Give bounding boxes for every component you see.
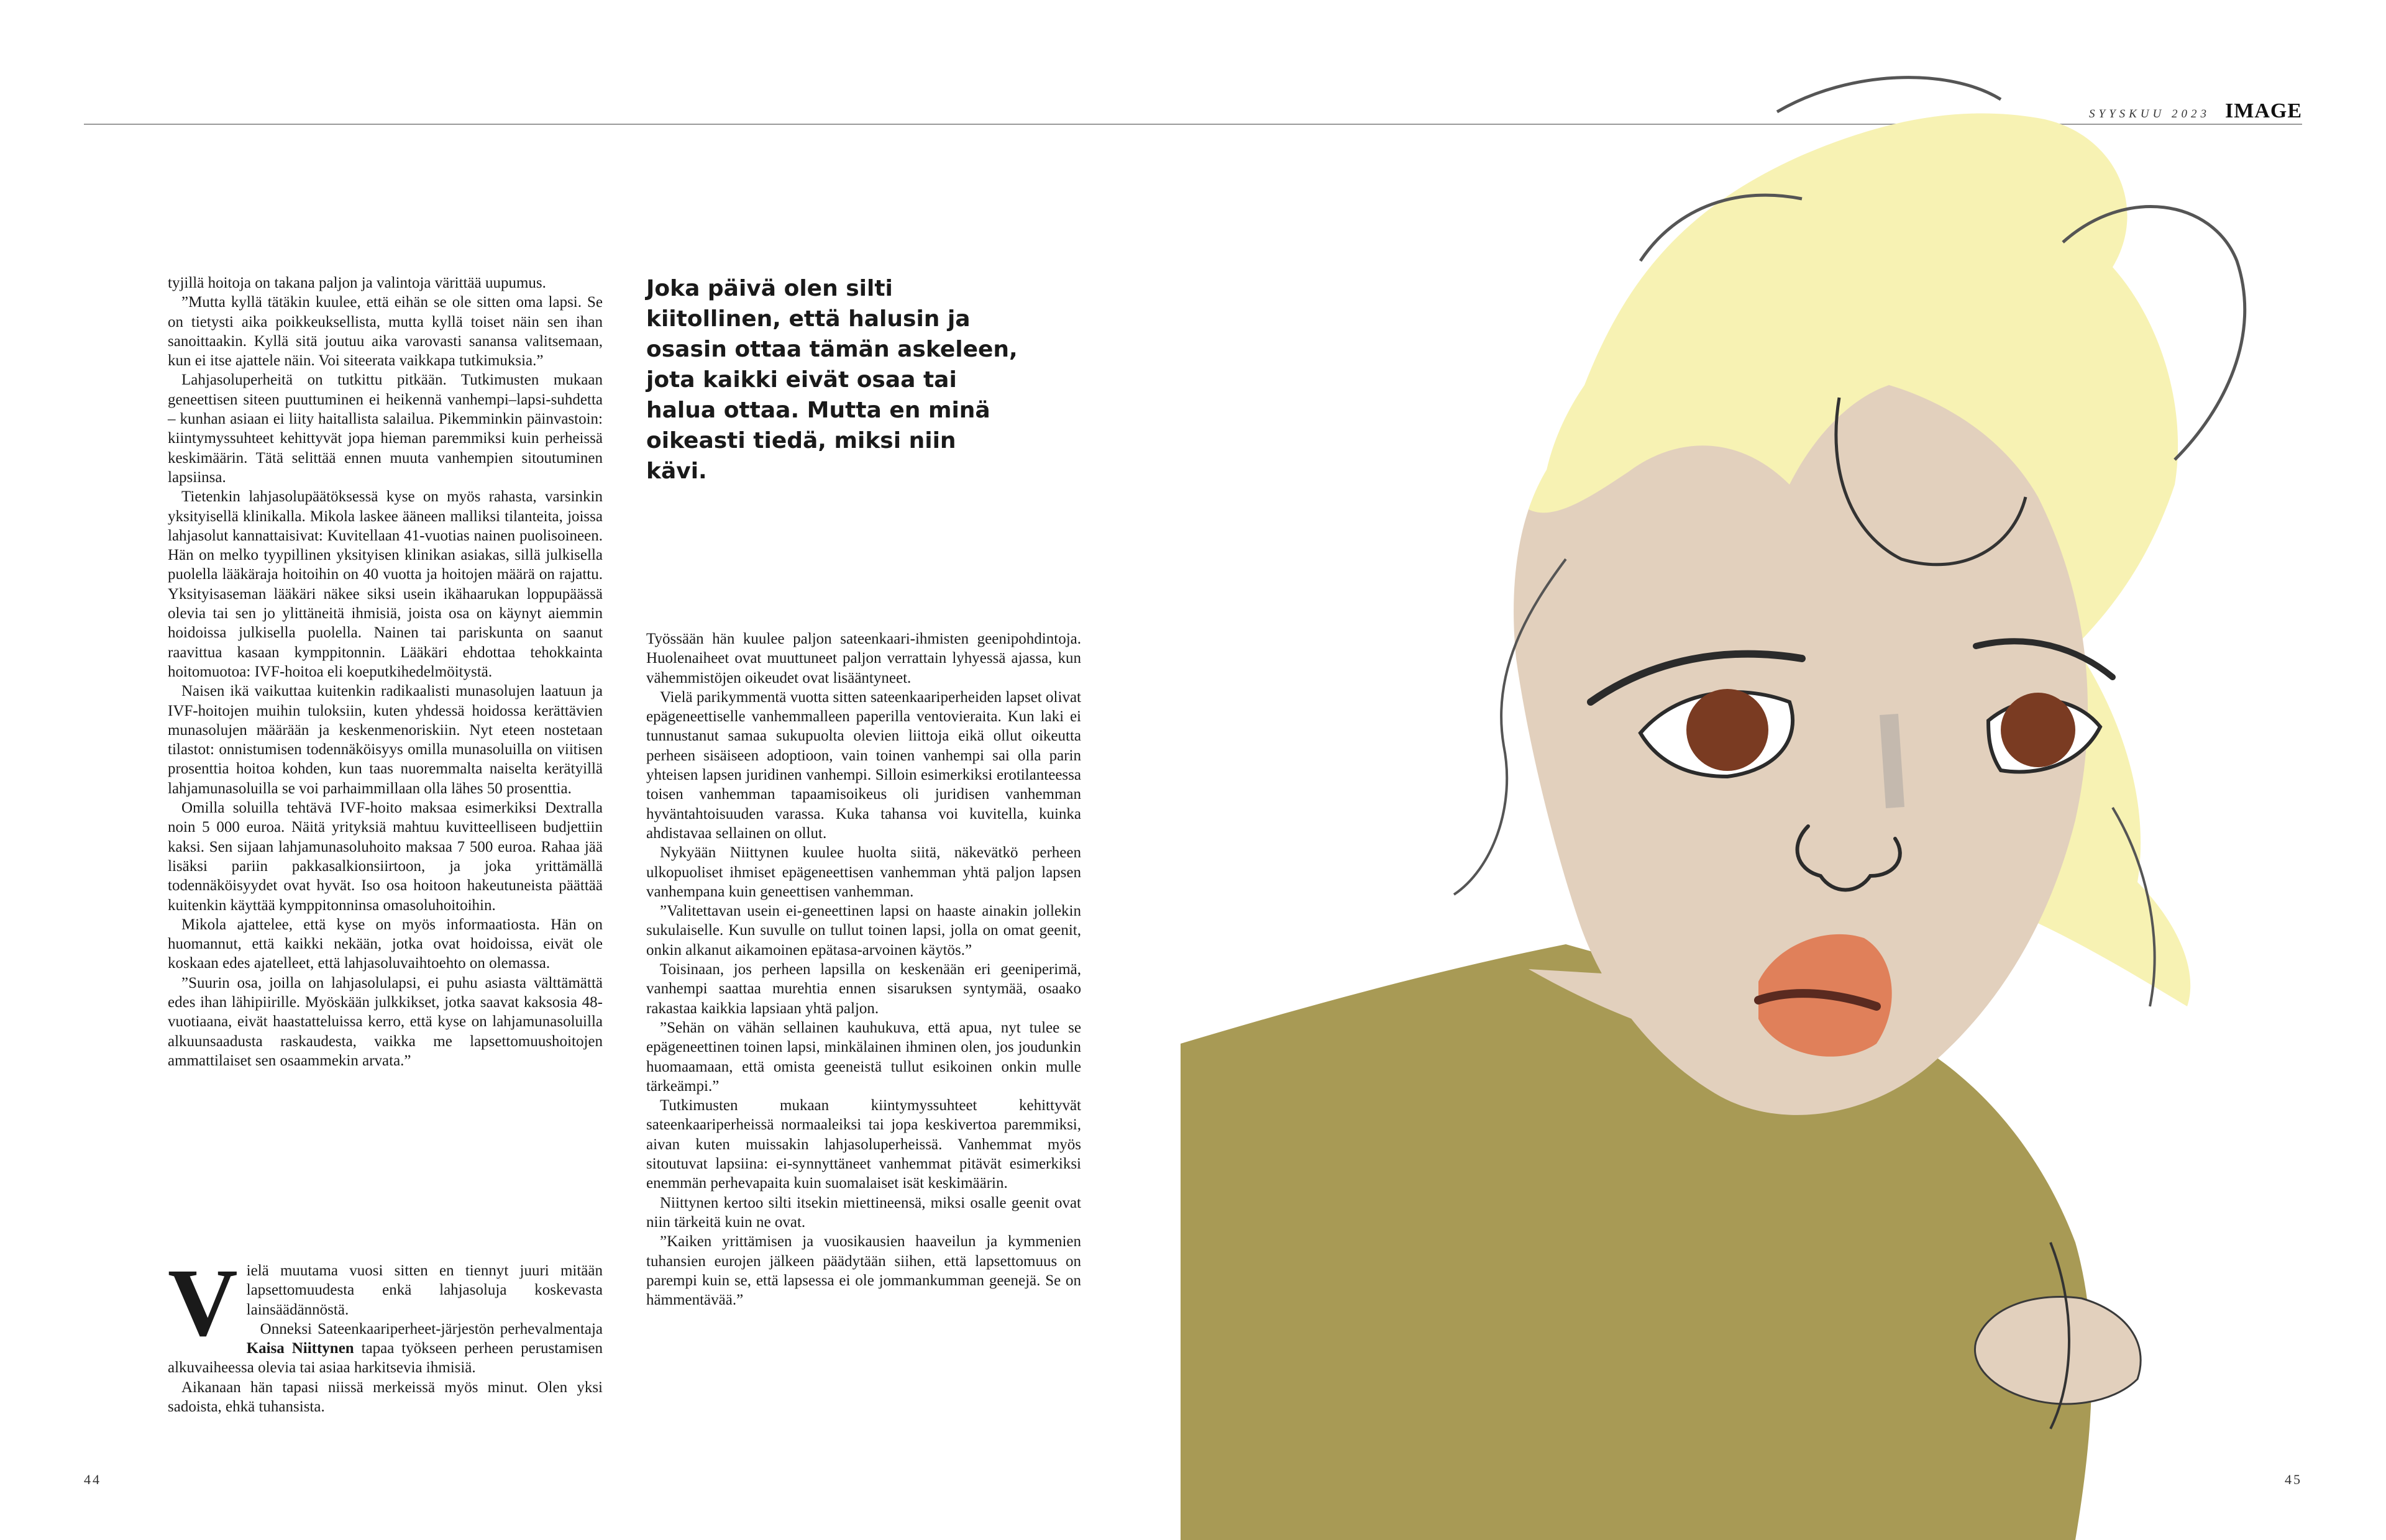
nose-shadow [1889,714,1895,808]
article-column-right [646,629,1081,1310]
paragraph: Aikanaan hän tapasi niissä merkeissä myös minut. Olen yksi sadoista, ehkä tuhansista. [168,1378,603,1416]
portrait-illustration [1181,0,2386,1540]
paragraph: Työssään hän kuulee paljon sateenkaari-ihmisten geenipohdintoja. Huolenaiheet ovat muuttuneet paljon verrattain lyhyessä ajassa, kun vähemmistöjen oikeudet ovat lisääntyneet. [646,631,1081,686]
issue-date: SYYSKUU 2023 [2089,107,2210,121]
page-number-right: 45 [2285,1472,2302,1487]
drop-cap: V [168,1249,238,1356]
paragraph: Naisen ikä vaikuttaa kuitenkin radikaalisti munasolujen laatuun ja IVF-hoitojen muihin tuloksiin, kuten yhdessä hoidossa kerättävien munasolujen määrään ja keskenmenoriskiin. Nyt eteen nostetaan tilastot: onnistumisen todennäköisyys omilla munasoluilla on viitisen prosenttia hoitoa kohden, kun taas nuoremmalta naiselta kerätyillä lahjamunasoluilla se voi parhaimmillaan olla lähes 50 prosenttia. [168,683,603,797]
paragraph: Tutkimusten mukaan kiintymyssuhteet kehittyvät sateenkaariperheissä normaaleiksi tai jopa keskivertoa paremmiksi, aivan kuten muissakin lahjasoluperheissä. Vanhemmat myös sitoutuvat lapsiina: ei-synnyttäneet vanhemmat pitävät esimerkiksi enemmän perhevapaita kuin suomalaiset isät keskimäärin. [646,1097,1081,1192]
paragraph: ”Kaiken yrittämisen ja vuosikausien haaveilun ja kymmenien tuhansien eurojen jälkeen päädytään siihen, että lapsettomuus on parempi kuin se, että lapsessa ei ole jommankumman geenejä. Se on hämmentävää.” [646,1233,1081,1309]
magazine-logo: IMAGE [2225,99,2302,122]
paragraph: ”Mutta kyllä tätäkin kuulee, että eihän se ole sitten oma lapsi. Se on tietysti aika poikkeuksellista, mutta kyllä toiset näin sen ihan sanoittaakin. Kyllä sitä joutuu aika varovasti sanansa valitsemaan, kun ei itse ajattele näin. Voi siteerata vaikkapa tutkimuksia.” [168,294,603,370]
article-section-start [168,1249,603,1416]
paragraph: ”Valitettavan usein ei-geneettinen lapsi on haaste ainakin jollekin sukulaiselle. Kun suvulle on tullut toinen lapsi, jolla on omat geenit, onkin alkanut aikamoinen epätasa-arvoinen käytös.” [646,903,1081,959]
paragraph-text: ielä muutama vuosi sitten en tiennyt juuri mitään lapsettomuudesta enkä lahjasoluja koskevasta lainsäädännöstä. [246,1262,603,1318]
paragraph: Mikola ajattelee, että kyse on myös informaatiosta. Hän on huomannut, että kaikki nekään, jotka ovat hoidoissa, eivät ole koskaan edes ajatelleet, että lahjasoluvaihtoehto on olemassa. [168,916,603,972]
paragraph-text: tapaa työkseen perheen perustamisen alkuvaiheessa olevia tai asiaa harkitsevia ihmisiä. [168,1340,603,1377]
paragraph: Tietenkin lahjasolupäätöksessä kyse on myös rahasta, varsinkin yksityisellä klinikalla. Mikola laskee ääneen malliksi tilanteita, joissa lahjasolut kannattaisivat: Kuvitellaan 41-vuotias nainen puolisoineen. Hän on melko tyypillinen yksityisen klinikan asiakas, sillä julkisella puolella lääkäraja hoitoihin on 40 vuotta ja hoitojen määrä on rajattu. Yksityisaseman lääkäri näkee siksi usein ikähaarukan loppupäässä olevia tai sen jo ylittäneitä ihmisiä, joista osa on käynyt aiemmin hoidoissa julkisella puolella. Nainen tai pariskunta on saanut raavittua kasaan kymppitonnin. Lääkäri ehdottaa tehokkainta hoitomuotoa: IVF-hoitoa eli koeputkihedelmöitystä. [168,488,603,680]
right-iris [2001,693,2075,767]
paragraph: Vielä parikymmentä vuotta sitten sateenkaariperheiden lapset olivat epägeneettiselle vanhemmalleen paperilla ventovieraita. Kun laki ei tunnustanut samaa sukupuolta olevien liittoja eikä ollut oikeutta perheen sisäiseen adoptioon, vain toinen vanhempi sai olla parin yhteisen lapsen juridinen vanhempi. Silloin esimerkiksi erotilanteessa toisen vanhemman tapaamisoikeus oli juridisen vanhemman hyväntahtoisuuden varassa. Kuka tahansa voi kuvitella, kuinka ahdistavaa sellainen on ollut. [646,688,1081,842]
person-name: Kaisa Niittynen [246,1340,354,1357]
paragraph: Omilla soluilla tehtävä IVF-hoito maksaa esimerkiksi Dextralla noin 5 000 euroa. Näitä yrityksiä mahtuu kuvitteelliseen budjettiin kaksi. Sen sijaan lahjamunasoluhoito maksaa 7 500 euroa. Rahaa jää lisäksi pariin pakkasalkionsiirtoon, ja joka yrittämällä todennäköisyydet ovat hyvät. Iso osa hoitoon hakeutuneista päättää kuitenkin käyttää kymppitonninsa omasoluhoitoihin. [168,800,603,914]
paragraph: tyjillä hoitoja on takana paljon ja valintoja värittää uupumus. [168,275,546,291]
paragraph: ”Suurin osa, joilla on lahjasolulapsi, ei puhu asiasta välttämättä edes ihan lähipiirille. Myöskään julkkikset, jotka saavat kaksosia 48-vuotiaana, eivät haastatteluissa kerro, että kyse on lahjamunasoluilla alkuunsaadusta raskaudesta, vaikka me lapsettomuushoitojen ammattilaiset sen osaammekin arvata.” [168,974,603,1069]
page-number-left: 44 [84,1472,101,1487]
left-iris [1686,689,1768,771]
paragraph: ”Sehän on vähän sellainen kauhukuva, että apua, nyt tulee se epägeneettinen toinen lapsi, minkälainen ihminen olen, jos joudunkin huomaamaan, että omista geeneistä tullut esikoinen onkin mulle tärkeämpi.” [646,1019,1081,1095]
paragraph: Nykyään Niittynen kuulee huolta siitä, näkevätkö perheen ulkopuoliset ihmiset epägeneettisen vanhemman yhtä paljon lapsen vanhempana kuin geneettisen vanhemman. [646,844,1081,900]
paragraph: Lahjasoluperheitä on tutkittu pitkään. Tutkimusten mukaan geneettisen siteen puuttuminen ei heikennä vanhempi–lapsi-suhdetta – kunhan asiaan ei liity haitallista salailua. Pikemminkin päinvastoin: kiintymyssuhteet kehittyvät jopa hieman paremmiksi kuin perheissä keskimäärin. Tätä selittää ennen muuta vanhempien sitoutuminen lapsiinsa. [168,371,603,486]
paragraph: Toisinaan, jos perheen lapsilla on keskenään eri geeniperimä, vanhempi saattaa murehtia ennen sisaruksen syntymää, osaako rakastaa kaikkia lapsiaan yhtä paljon. [646,961,1081,1017]
hair-strand [1777,78,2001,112]
article-column-left [168,273,603,1070]
paragraph-text: Onneksi Sateenkaariperheet-järjestön perhevalmentaja [260,1320,603,1337]
pull-quote: Joka päivä olen silti kiitollinen, että halusin ja osasin ottaa tämän askeleen, jota kaikki eivät osaa tai halua ottaa. Mutta en minä oikeasti tiedä, miksi niin kävi. [646,276,1018,484]
paragraph: Niittynen kertoo silti itsekin miettineensä, miksi osalle geenit ovat niin tärkeitä kuin ne ovat. [646,1194,1081,1231]
